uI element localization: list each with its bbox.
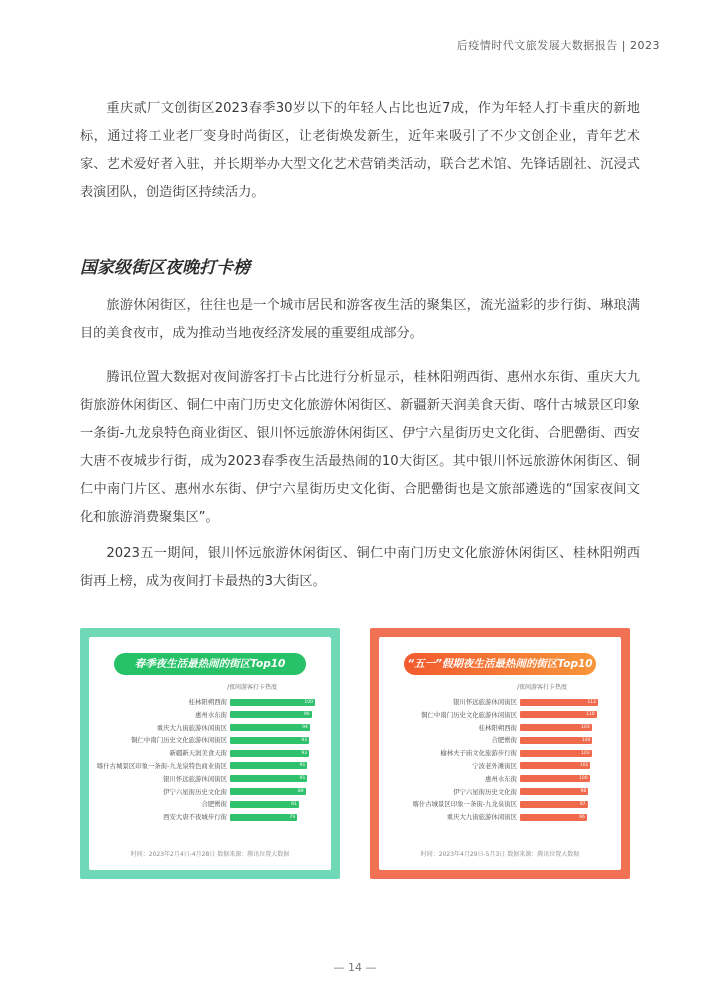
bar-category-label: 新疆新天润美食天街 (169, 749, 227, 758)
paragraph-chongqing-erchang: 重庆贰厂文创街区2023春季30岁以下的年轻人占比也近7成，作为年轻人打卡重庆的新地标，通过将工业老厂变身时尚街区，让老街焕发新生，近年来吸引了不少文创企业，青年艺术家、艺术爱好者入驻，并长期举办大型文化艺术营销类活动，联合艺术馆、先锋话剧社、沉浸式表演团队，创造街区持续活力。 (80, 101, 640, 200)
bar (520, 788, 588, 795)
bar-value-label: 112 (587, 699, 596, 705)
bar-value-label: 97 (579, 801, 586, 807)
bar-value-label: 79 (289, 814, 296, 820)
bar (230, 711, 312, 718)
bar-category-label: 铜仁中南门历史文化旅游休闲街区 (131, 736, 227, 745)
bar-value-label: 94 (302, 725, 308, 731)
chart-title: 春季夜生活最热闹的街区Top10 (114, 653, 306, 675)
section-heading: 国家级街区夜晚打卡榜 (80, 258, 250, 278)
report-header-title: 后疫情时代文旅发展大数据报告 | 2023 (456, 39, 660, 52)
chart-legend: /夜间游客打卡热度 (227, 684, 278, 691)
bar (230, 762, 307, 769)
chart-footer: 时间：2023年2月4日-4月28日 数据来源：腾讯位置大数据 (130, 851, 290, 858)
bar-row (89, 722, 331, 735)
bar (230, 750, 309, 757)
bar-rows (379, 696, 621, 824)
bar-row (89, 798, 331, 811)
bar-value-label: 103 (581, 725, 590, 731)
chart-legend: /夜间游客打卡热度 (517, 684, 568, 691)
bar-value-label: 91 (299, 776, 306, 782)
bar-value-label: 101 (579, 763, 589, 769)
bar-row (89, 811, 331, 824)
bar-category-label: 宁波老外滩街区 (472, 761, 517, 770)
bar (230, 788, 306, 795)
bar-row (379, 696, 621, 709)
page-number: — 14 — (333, 961, 377, 974)
bar-value-label: 91 (299, 763, 306, 769)
bar (520, 724, 592, 731)
bar-category-label: 喀什古城景区印象一条街-九龙泉特色商业街区 (96, 761, 227, 770)
bar-category-label: 银川怀远旅游休闲街区 (163, 774, 227, 783)
bar (520, 814, 587, 821)
bar-row (89, 786, 331, 799)
bar-value-label: 103 (581, 750, 590, 756)
bar-category-label: 喀什古城景区印象一条街-九龙泉街区 (412, 800, 517, 809)
bar-category-label: 伊宁六星街历史文化街 (453, 787, 517, 796)
bar-category-label: 惠州水东街 (195, 710, 227, 719)
bar-row (379, 786, 621, 799)
bar (230, 737, 309, 744)
bar-value-label: 96 (303, 712, 310, 718)
bar (520, 750, 592, 757)
bar-category-label: 伊宁六星街历史文化街 (163, 787, 227, 796)
bar (230, 775, 307, 782)
bar-row (89, 734, 331, 747)
bar-category-label: 合肥罍街 (491, 736, 517, 745)
paragraph-leisure-districts: 旅游休闲街区，往往也是一个城市居民和游客夜生活的聚集区，流光溢彩的步行街、琳琅满目的美食夜市，成为推动当地夜经济发展的重要组成部分。 (80, 298, 640, 341)
bar (230, 699, 315, 706)
bar (230, 724, 310, 731)
bar-value-label: 93 (301, 750, 308, 756)
bar-category-label: 铜仁中南门历史文化旅游休闲街区 (421, 710, 517, 719)
bar-category-label: 重庆大九街旅游休闲街区 (446, 813, 517, 822)
bar-value-label: 96 (579, 814, 585, 820)
bar-value-label: 81 (291, 801, 297, 807)
bar-category-label: 重庆大九街旅游休闲街区 (156, 723, 227, 732)
bar-row (89, 760, 331, 773)
bar (230, 801, 299, 808)
bar-row (89, 773, 331, 786)
bar-row (379, 811, 621, 824)
bar-row (379, 722, 621, 735)
bar-row (379, 798, 621, 811)
chart-title: “五一”假期夜生活最热闹的街区Top10 (404, 653, 596, 675)
chart-card-spring (80, 628, 340, 879)
bar-category-label: 银川怀远旅游休闲街区 (453, 698, 517, 706)
bar (230, 814, 297, 821)
bar-value-label: 104 (581, 737, 591, 743)
paragraph-mayday: 2023五一期间，银川怀远旅游休闲街区、铜仁中南门历史文化旅游休闲街区、桂林阳朔西街再上榜，成为夜间打卡最热的3大街区。 (80, 546, 640, 589)
bar (520, 737, 592, 744)
chart-card-mayday (370, 628, 630, 879)
bar-category-label: 西安大唐不夜城步行街 (163, 813, 227, 822)
bar (520, 775, 590, 782)
bar-category-label: 桂林阳朔西街 (478, 723, 517, 732)
bar-category-label: 惠州水东街 (485, 774, 517, 783)
bar-value-label: 110 (586, 712, 595, 718)
bar-row (89, 747, 331, 760)
bar-value-label: 93 (301, 737, 308, 743)
bar-row (379, 760, 621, 773)
paragraph-tencent-analysis: 腾讯位置大数据对夜间游客打卡占比进行分析显示，桂林阳朔西街、惠州水东街、重庆大九街旅游休闲街区、铜仁中南门历史文化旅游休闲街区、新疆新天润美食天街、喀什古城景区印象一条街-九龙泉特色商业街区、银川怀远旅游休闲街区、伊宁六星街历史文化街、合肥罍街、西安大唐不夜城步行街，成为2023春季夜生活最热闹的10大街区。其中银川怀远旅游休闲街区、铜仁中南门片区、惠州水东街、伊宁六星街历史文化街、合肥罍街也是文旅部遴选的“国家夜间文化和旅游消费聚集区”。 (80, 370, 640, 525)
bar-row (89, 696, 331, 709)
bar-row (379, 734, 621, 747)
chart-footer: 时间：2023年4月29日-5月3日 数据来源：腾讯位置大数据 (420, 851, 580, 858)
bar-category-label: 桂林阳朔西街 (188, 698, 227, 706)
bar-rows (89, 696, 331, 824)
bar (520, 762, 590, 769)
bar-value-label: 98 (580, 789, 587, 795)
bar-row (379, 747, 621, 760)
bar-row (379, 709, 621, 722)
bar-value-label: 89 (297, 789, 304, 795)
bar-value-label: 100 (304, 699, 313, 705)
bar-value-label: 100 (579, 776, 588, 782)
bar-row (89, 709, 331, 722)
bar (520, 711, 597, 718)
bar (520, 801, 588, 808)
bar-row (379, 773, 621, 786)
bar-category-label: 合肥罍街 (201, 800, 227, 809)
bar (520, 699, 598, 706)
bar-category-label: 榆林夫子庙文化旅游步行街 (440, 749, 517, 758)
